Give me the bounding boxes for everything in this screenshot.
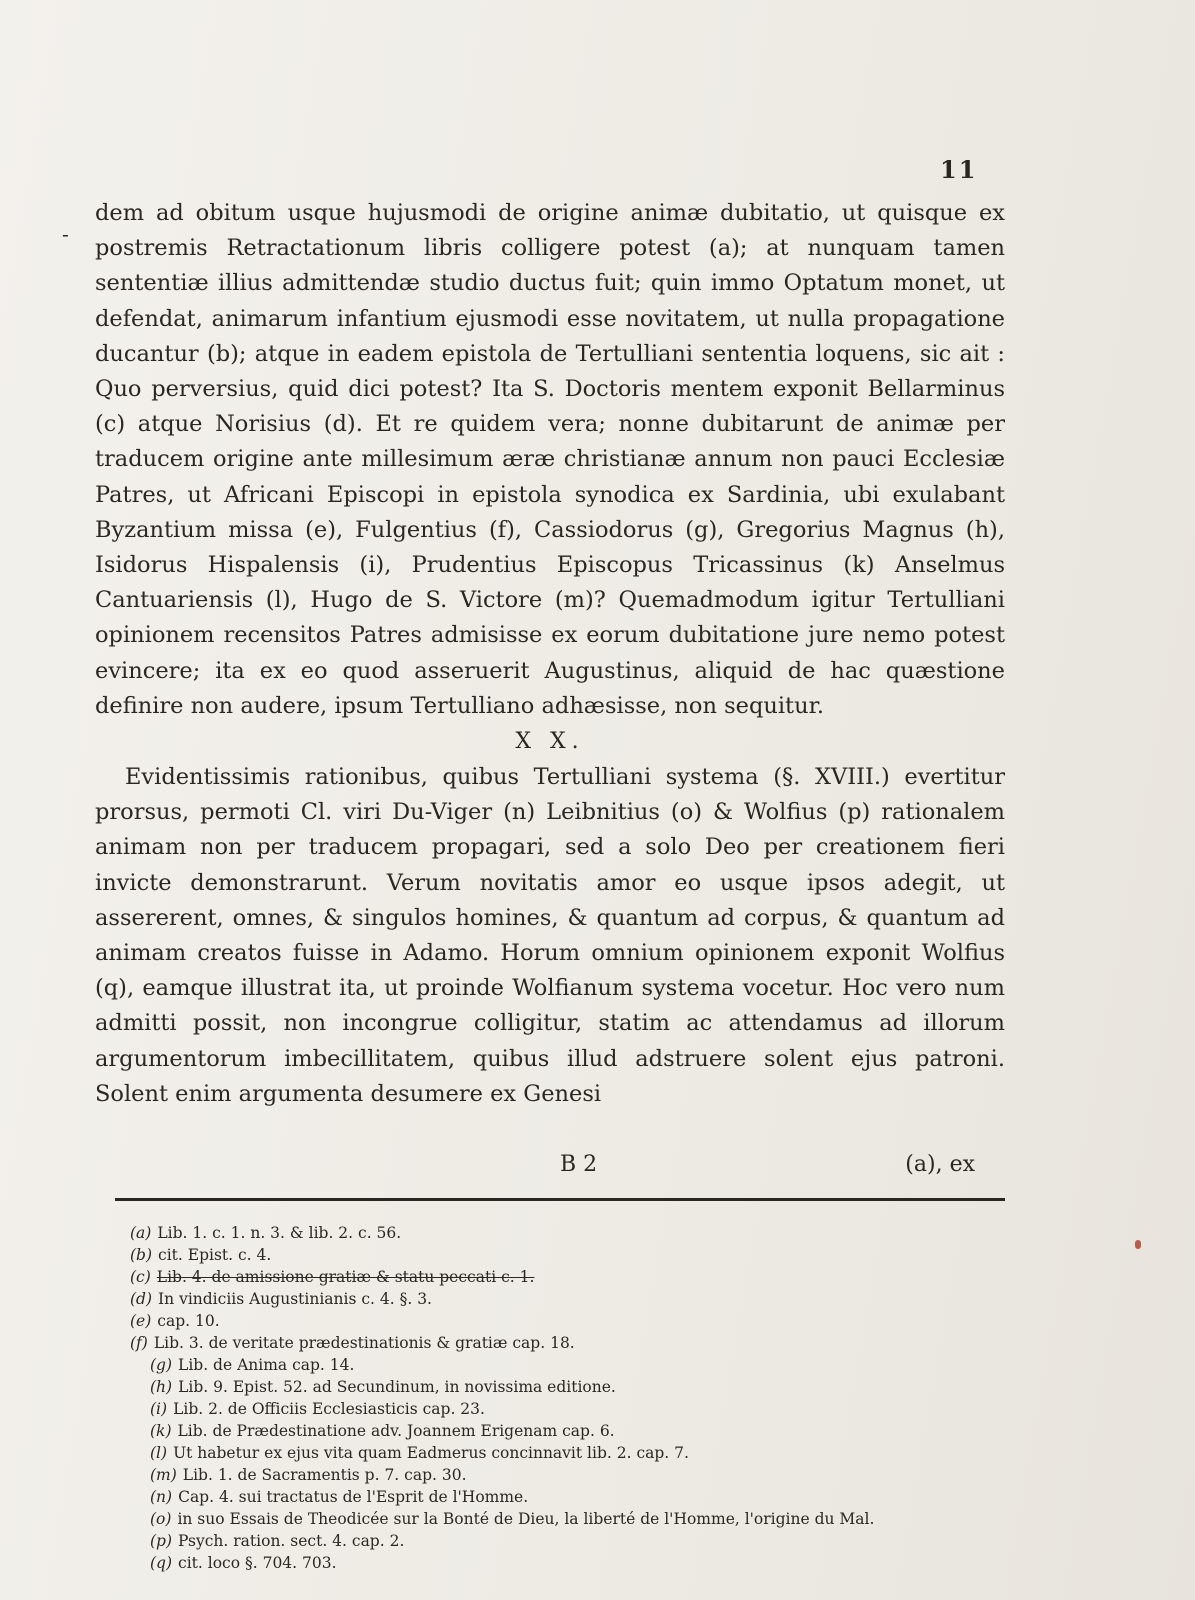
margin-mark: - [62, 222, 69, 246]
footnote-rule [115, 1198, 1005, 1201]
footnote: (f) Lib. 3. de veritate prædestinationis & gratiæ cap. 18. [130, 1334, 575, 1352]
footnote: (m) Lib. 1. de Sacramentis p. 7. cap. 30. [150, 1466, 467, 1484]
catchword: (a), ex [905, 1152, 975, 1177]
footnote: (d) In vindiciis Augustinianis c. 4. §. 3. [130, 1290, 432, 1308]
main-text [95, 196, 1005, 1112]
section-heading: X X. [515, 729, 585, 755]
footnote: (a) Lib. 1. c. 1. n. 3. & lib. 2. c. 56. [130, 1224, 402, 1242]
page-foot-line [95, 1152, 975, 1186]
footnote: (h) Lib. 9. Epist. 52. ad Secundinum, in novissima editione. [150, 1378, 616, 1396]
footnote: (g) Lib. de Anima cap. 14. [150, 1356, 355, 1374]
signature-mark: B 2 [560, 1152, 598, 1177]
footnote: (n) Cap. 4. sui tractatus de l'Esprit de l'Homme. [150, 1488, 529, 1506]
footnote: (q) cit. loco §. 704. 703. [150, 1554, 337, 1572]
footnote: (e) cap. 10. [130, 1312, 220, 1330]
ink-spot [1135, 1240, 1141, 1249]
paragraph-2: Evidentissimis rationibus, quibus Tertulliani systema (§. XVIII.) evertitur prorsus, permoti Cl. viri Du-Viger (n) Leibnitius (o) & Wolfius (p) rationalem animam non per traducem propagari, sed a solo Deo per creationem fieri invicte demonstrarunt. Verum novitatis amor eo usque ipsos adegit, ut assererent, omnes, & singulos homines, & quantum ad corpus, & quantum ad animam creatos fuisse in Adamo. Horum omnium opinionem exponit Wolfius (q), eamque illustrat ita, ut proinde Wolfianum systema vocetur. Hoc vero num admitti possit, non incongrue colligitur, statim ac attendamus ad illorum argumentorum imbecillitatem, quibus illud adstruere solent ejus patroni. Solent enim argumenta desumere ex Genesi [95, 764, 1005, 1107]
footnote: (i) Lib. 2. de Officiis Ecclesiasticis cap. 23. [150, 1400, 485, 1418]
footnote: (l) Ut habetur ex ejus vita quam Eadmerus concinnavit lib. 2. cap. 7. [150, 1444, 689, 1462]
footnote: (b) cit. Epist. c. 4. [130, 1246, 272, 1264]
footnotes [130, 1222, 1010, 1574]
paragraph-1: dem ad obitum usque hujusmodi de origine animæ dubitatio, ut quisque ex postremis Retractationum libris colligere potest (a); at nunquam tamen sententiæ illius admittendæ studio ductus fuit; quin immo Optatum monet, ut defendat, animarum infantium ejusmodi esse novitatem, ut nulla propagatione ducantur (b); atque in eadem epistola de Tertulliani sententia loquens, sic ait : Quo perversius, quid dici potest? Ita S. Doctoris mentem exponit Bellarminus (c) atque Norisius (d). Et re quidem vera; nonne dubitarunt de animæ per traducem origine ante millesimum æræ christianæ annum non pauci Ecclesiæ Patres, ut Africani Episcopi in epistola synodica ex Sardinia, ubi exulabant Byzantium missa (e), Fulgentius (f), Cassiodorus (g), Gregorius Magnus (h), Isidorus Hispalensis (i), Prudentius Episcopus Tricassinus (k) Anselmus Cantuariensis (l), Hugo de S. Victore (m)? Quemadmodum igitur Tertulliani opinionem recensitos Patres admisisse ex eorum dubitatione jure nemo potest evincere; ita ex eo quod asseruerit Augustinus, aliquid de hac quæstione definire non audere, ipsum Tertulliano adhæsisse, non sequitur. [95, 200, 1005, 719]
footnote: (k) Lib. de Prædestinatione adv. Joannem Erigenam cap. 6. [150, 1422, 615, 1440]
footnote: (o) in suo Essais de Theodicée sur la Bonté de Dieu, la liberté de l'Homme, l'origine du Mal. [150, 1510, 875, 1528]
footnote: (c) Lib. 4. de amissione gratiæ & statu peccati c. 1. [130, 1268, 535, 1286]
footnote: (p) Psych. ration. sect. 4. cap. 2. [150, 1532, 405, 1550]
page-number: 11 [940, 155, 978, 184]
